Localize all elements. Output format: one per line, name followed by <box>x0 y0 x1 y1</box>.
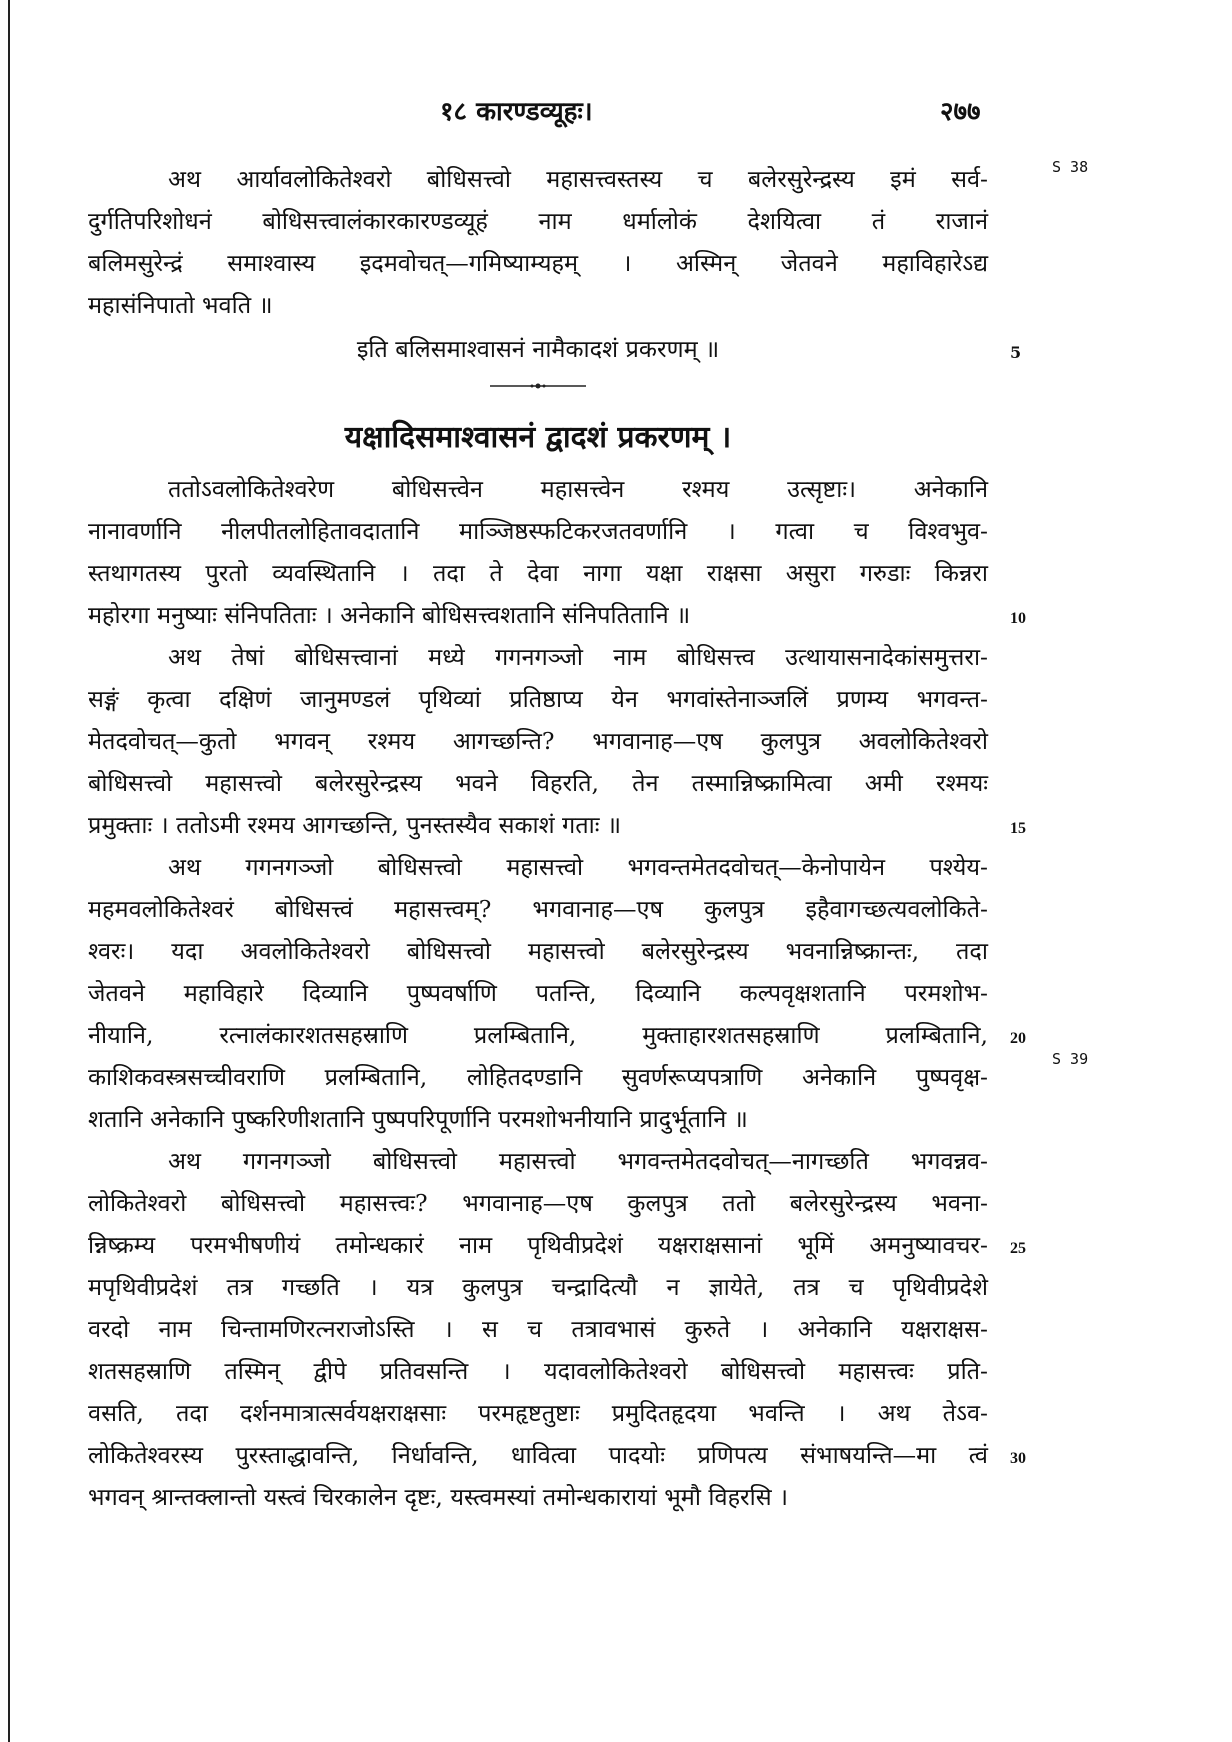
text-line <box>88 636 988 678</box>
text-line <box>88 972 988 1014</box>
colophon-text: इति बलिसमाश्वासनं नामैकादशं प्रकरणम् ॥ <box>356 335 720 363</box>
text-line <box>88 1182 988 1224</box>
line-text: लोकितेश्वरो बोधिसत्त्वो महासत्त्वः? भगवानाह—एष कुलपुत्र ततो बलेरसुरेन्द्रस्य भवना- <box>88 1189 988 1217</box>
text-line <box>88 1350 988 1392</box>
text-line <box>88 678 988 720</box>
line-text: महोरगा मनुष्याः संनिपतिताः । अनेकानि बोधिसत्त्वशतानि संनिपतितानि ॥ <box>88 601 691 629</box>
text-line <box>88 1014 1026 1056</box>
line-text: स्तथागतस्य पुरतो व्यवस्थितानि । तदा ते देवा नागा यक्षा राक्षसा असुरा गरुडाः किन्नरा <box>88 559 988 587</box>
text-line <box>88 720 988 762</box>
paragraph <box>88 846 1026 1140</box>
text-line: महासंनिपातो भवति ॥ <box>88 291 273 319</box>
paragraph <box>88 1140 1026 1518</box>
text-line <box>88 552 988 594</box>
text-line <box>88 594 1026 636</box>
text-line: बलिमसुरेन्द्रं समाश्वास्य इदमवोचत्—गमिष्याम्यहम् । अस्मिन् जेतवने महाविहारेऽद्य <box>88 249 988 277</box>
line-text: शतानि अनेकानि पुष्करिणीशतानि पुष्पपरिपूर्णानि परमशोभनीयानि प्रादुर्भूतानि ॥ <box>88 1105 748 1133</box>
line-text: भगवन् श्रान्तक्लान्तो यस्त्वं चिरकालेन दृष्टः, यस्त्वमस्यां तमोन्धकारायां भूमौ विहरसि । <box>88 1483 789 1511</box>
paragraph <box>88 636 1026 846</box>
line-text: प्रमुक्ताः । ततोऽमी रश्मय आगच्छन्ति, पुनस्तस्यैव सकाशं गताः ॥ <box>88 811 622 839</box>
line-text: सङ्गं कृत्वा दक्षिणं जानुमण्डलं पृथिव्यां प्रतिष्ठाप्य येन भगवांस्तेनाञ्जलिं प्रणम्य भगवन्त- <box>88 685 988 713</box>
line-text: अथ गगनगञ्जो बोधिसत्त्वो महासत्त्वो भगवन्तमेतदवोचत्—केनोपायेन पश्येय- <box>168 853 988 881</box>
text-line <box>88 1224 1026 1266</box>
line-text: ततोऽवलोकितेश्वरेण बोधिसत्त्वेन महासत्त्वेन रश्मय उत्सृष्टाः। अनेकानि <box>168 475 988 503</box>
line-text: बोधिसत्त्वो महासत्त्वो बलेरसुरेन्द्रस्य भवने विहरति, तेन तस्मान्निष्क्रामित्वा अमी रश्मयः <box>88 769 988 797</box>
margin-note-s38: S 38 <box>1052 158 1089 176</box>
text-line: अथ आर्यावलोकितेश्वरो बोधिसत्त्वो महासत्त्वस्तस्य च बलेरसुरेन्द्रस्य इमं सर्व- <box>168 165 988 193</box>
text-line <box>88 1056 988 1098</box>
running-head: १८ कारण्डव्यूहः। <box>440 97 593 127</box>
text-line <box>88 762 988 804</box>
text-line <box>88 1308 988 1350</box>
text-line <box>88 804 1026 846</box>
colophon <box>88 326 1022 372</box>
text-line <box>88 510 988 552</box>
page-number: २७७ <box>940 97 981 127</box>
line-number: 15 <box>1010 820 1026 837</box>
line-text: वसति, तदा दर्शनमात्रात्सर्वयक्षराक्षसाः परमहृष्टतुष्टाः प्रमुदितहृदया भवन्ति । अथ तेऽव- <box>88 1399 988 1427</box>
section-eleven-ending <box>88 158 1022 372</box>
text-line <box>88 1476 988 1518</box>
text-line <box>88 888 988 930</box>
text-line <box>88 1140 988 1182</box>
text-line <box>88 846 988 888</box>
text-line: दुर्गतिपरिशोधनं बोधिसत्त्वालंकारकारण्डव्यूहं नाम धर्मालोकं देशयित्वा तं राजानं <box>88 207 988 235</box>
section-divider <box>88 372 988 408</box>
line-number: 25 <box>1010 1240 1026 1257</box>
line-text: श्वरः। यदा अवलोकितेश्वरो बोधिसत्त्वो महासत्त्वो बलेरसुरेन्द्रस्य भवनान्निष्क्रान्तः, तदा <box>88 937 988 965</box>
line-text: मेतदवोचत्—कुतो भगवन् रश्मय आगच्छन्ति? भगवानाह—एष कुलपुत्र अवलोकितेश्वरो <box>88 727 988 755</box>
line-text: काशिकवस्त्रसच्चीवराणि प्रलम्बितानि, लोहितदण्डानि सुवर्णरूप्यपत्राणि अनेकानि पुष्पवृक्ष- <box>88 1063 988 1091</box>
line-text: नानावर्णानि नीलपीतलोहितावदातानि माञ्जिष्ठस्फटिकरजतवर्णानि । गत्वा च विश्वभुव- <box>88 517 988 545</box>
line-text: अथ गगनगञ्जो बोधिसत्त्वो महासत्त्वो भगवन्तमेतदवोचत्—नागच्छति भगवन्नव- <box>168 1147 988 1175</box>
line-number: 20 <box>1010 1030 1026 1047</box>
line-text: महमवलोकितेश्वरं बोधिसत्त्वं महासत्त्वम्? भगवानाह—एष कुलपुत्र इहैवागच्छत्यवलोकिते- <box>88 895 988 923</box>
line-text: शतसहस्राणि तस्मिन् द्वीपे प्रतिवसन्ति । यदावलोकितेश्वरो बोधिसत्त्वो महासत्त्वः प्रति- <box>88 1357 988 1385</box>
paragraph <box>88 468 1026 636</box>
text-line <box>88 1266 988 1308</box>
line-text: अथ तेषां बोधिसत्त्वानां मध्ये गगनगञ्जो नाम बोधिसत्त्व उत्थायासनादेकांसमुत्तरा- <box>168 643 988 671</box>
margin-note-s39: S 39 <box>1052 1050 1089 1068</box>
line-number: 5 <box>1010 343 1022 362</box>
left-margin-rule <box>8 0 10 1742</box>
page-header <box>0 92 1232 132</box>
line-text: मपृथिवीप्रदेशं तत्र गच्छति । यत्र कुलपुत्र चन्द्रादित्यौ न ज्ञायेते, तत्र च पृथिवीप्रदेशे <box>88 1273 988 1301</box>
text-line <box>88 1434 1026 1476</box>
line-number: 10 <box>1010 610 1026 627</box>
text-line <box>88 468 988 510</box>
text-line <box>88 1098 988 1140</box>
text-line <box>88 1392 988 1434</box>
line-number: 30 <box>1010 1450 1026 1467</box>
chapter-title: यक्षादिसमाश्वासनं द्वादशं प्रकरणम् । <box>344 420 732 455</box>
line-text: जेतवने महाविहारे दिव्यानि पुष्पवर्षाणि पतन्ति, दिव्यानि कल्पवृक्षशतानि परमशोभ- <box>88 979 988 1007</box>
chapter-body <box>88 468 1026 1518</box>
line-text: वरदो नाम चिन्तामणिरत्नराजोऽस्ति । स च तत्रावभासं कुरुते । अनेकानि यक्षराक्षस- <box>88 1315 988 1343</box>
line-text: लोकितेश्वरस्य पुरस्ताद्धावन्ति, निर्धावन्ति, धावित्वा पादयोः प्रणिपत्य संभाषयन्ति—मा त्वं <box>88 1441 988 1469</box>
page-body <box>88 158 1026 1518</box>
line-text: न्निष्क्रम्य परमभीषणीयं तमोन्धकारं नाम पृथिवीप्रदेशं यक्षराक्षसानां भूमिं अमनुष्यावचर- <box>88 1231 988 1259</box>
line-text: नीयानि, रत्नालंकारशतसहस्राणि प्रलम्बितानि, मुक्ताहारशतसहस्राणि प्रलम्बितानि, <box>88 1021 988 1049</box>
text-line <box>88 930 988 972</box>
